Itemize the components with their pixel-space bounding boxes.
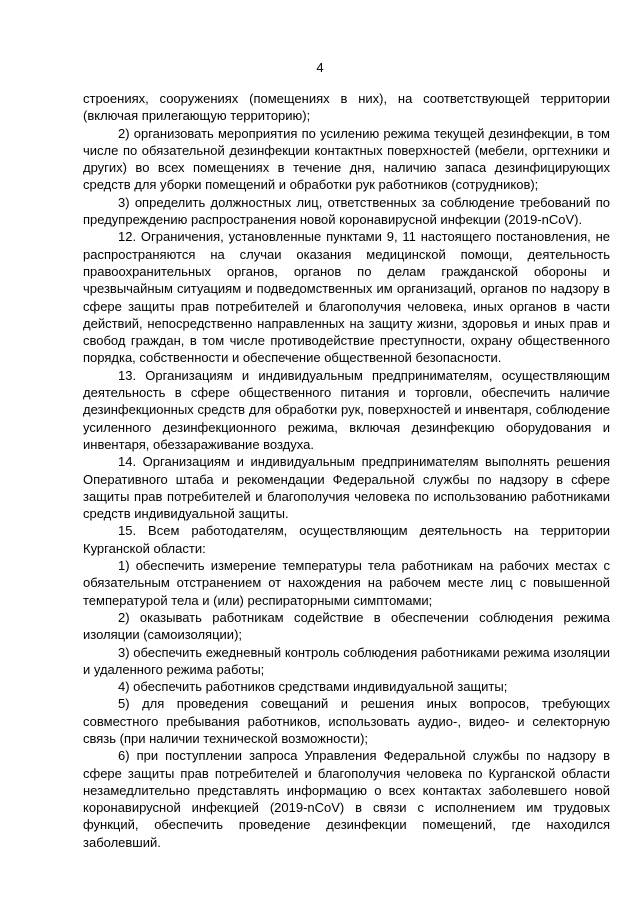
paragraph-clause-15-item-2: 2) оказывать работникам содействие в обеспечении соблюдения режима изоляции (самоизоляции); [83,609,610,643]
paragraph-clause-15-item-1: 1) обеспечить измерение температуры тела работникам на рабочих местах с обязательным отстранением от нахождения на рабочем месте лиц с повышенной температурой тела и (или) респираторными симптомами; [83,558,610,608]
paragraph-item-2: 2) организовать мероприятия по усилению режима текущей дезинфекции, в том числе по обязательной дезинфекции контактных поверхностей (мебели, оргтехники и других) во всех помещениях в течение дня, наличию запаса дезинфицирующих средств для уборки помещений и обработки рук работников (сотрудников); [83,125,610,193]
paragraph-clause-15: 15. Всем работодателям, осуществляющим деятельность на территории Курганской области: [83,523,610,556]
paragraph-clause-15-item-5: 5) для проведения совещаний и решения иных вопросов, требующих совместного пребывания работников, использовать аудио-, видео- и селекторную связь (при наличии технической возможности); [83,696,610,746]
paragraph-item-3: 3) определить должностных лиц, ответственных за соблюдение требований по предупреждению распространения новой коронавирусной инфекции (2019-nCoV). [83,194,610,228]
paragraph-clause-15-item-6: 6) при поступлении запроса Управления Федеральной службы по надзору в сфере защиты прав потребителей и благополучия человека по Курганской области незамедлительно представлять информацию о всех контактах заболевшего новой коронавирусной инфекцией (2019-nCoV) в связи с исполнением им трудовых функций, обеспечить проведение дезинфекции помещений, где находился заболевший. [83,748,610,850]
page-number: 4 [316,60,324,75]
paragraph-continuation: строениях, сооружениях (помещениях в них), на соответствующей территории (включая прилегающую территорию); [83,91,610,124]
paragraph-clause-14: 14. Организациям и индивидуальным предпринимателям выполнять решения Оперативного штаба и рекомендации Федеральной службы по надзору в сфере защиты прав потребителей и благополучия человека по использованию работниками средств индивидуальной защиты. [83,454,610,522]
paragraph-clause-12: 12. Ограничения, установленные пунктами 9, 11 настоящего постановления, не распространяются на случаи оказания медицинской помощи, деятельность правоохранительных органов, органов по делам гражданской обороны и чрезвычайным ситуациям и подведомственных им организаций, органов по надзору в сфере защиты прав потребителей и благополучия человека, иных органов в части действий, непосредственно направленных на защиту жизни, здоровья и иных прав и свобод граждан, в том числе противодействие преступности, охрану общественного порядка, собственности и обеспечение общественной безопасности. [83,229,610,366]
paragraph-clause-15-item-3: 3) обеспечить ежедневный контроль соблюдения работниками режима изоляции и удаленного режима работы; [83,644,610,677]
document-body [83,90,610,851]
paragraph-clause-15-item-4: 4) обеспечить работников средствами индивидуальной защиты; [118,679,508,695]
paragraph-clause-13: 13. Организациям и индивидуальным предпринимателям, осуществляющим деятельность в сфере общественного питания и торговли, обеспечить наличие дезинфекционных средств для обработки рук, поверхностей и инвентаря, соблюдение усиленного дезинфекционного режима, включая дезинфекцию оборудования и инвентаря, обеззараживание воздуха. [83,367,610,452]
